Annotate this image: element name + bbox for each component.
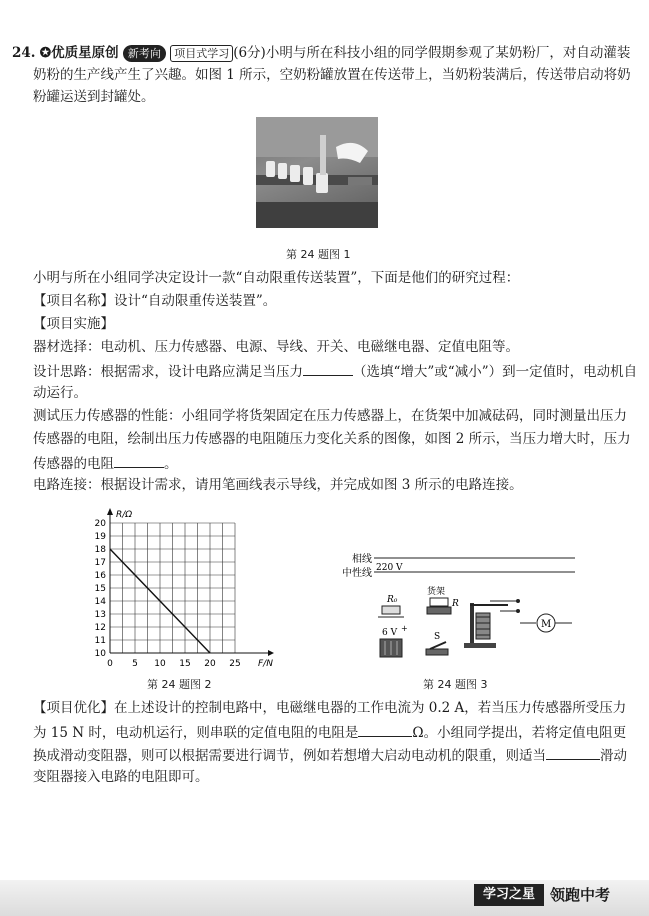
x-tick-label: 15 xyxy=(179,659,191,669)
question-number: 24. xyxy=(12,45,36,61)
neutral-wire-label: 中性线 xyxy=(342,568,372,579)
body-line-1: 小明与所在小组同学决定设计一款“自动限重传送装置”，下面是他们的研究过程： xyxy=(33,270,520,286)
test-line-3: 传感器的电阻 。 xyxy=(33,453,178,473)
shelf-label: 货架 xyxy=(427,587,446,597)
resistance-force-chart xyxy=(90,505,280,670)
answer-blank-2[interactable] xyxy=(114,453,164,468)
y-tick-label: 17 xyxy=(94,558,106,568)
x-tick-label: 10 xyxy=(154,659,166,669)
y-tick-label: 14 xyxy=(94,597,106,607)
x-tick-label: 5 xyxy=(132,659,138,669)
footer-logo: 学习之星 xyxy=(474,884,544,906)
answer-blank-4[interactable] xyxy=(546,745,600,760)
figure2-caption: 第 24 题图 2 xyxy=(147,678,212,691)
x-tick-label: 0 xyxy=(107,659,113,669)
new-trend-tag: 新考向 xyxy=(123,45,166,62)
optimize-line-2: 为 15 N 时，电动机运行，则串联的定值电阻的电阻是 Ω。小组同学提出，若将定值电阻更 xyxy=(33,722,626,742)
y-tick-label: 18 xyxy=(94,545,106,555)
circuit-diagram xyxy=(330,545,580,675)
live-wire-label: 相线 xyxy=(352,554,372,565)
optimize-line-4: 变阻器接入电路的电阻即可。 xyxy=(33,769,209,785)
pressure-sensor xyxy=(427,598,451,614)
test-line-1: 测试压力传感器的性能：小组同学将货架固定在压力传感器上，在货架中加减砝码，同时测量出压力 xyxy=(33,408,627,424)
footer-brand: 领跑中考 xyxy=(550,886,611,904)
battery-label: 6 V xyxy=(382,628,398,638)
circuit-line: 电路连接：根据设计需求，请用笔画线表示导线，并完成如图 3 所示的电路连接。 xyxy=(33,477,523,493)
intro-line-1: (6分)小明与所在科技小组的同学假期参观了某奶粉厂，对自动灌装 xyxy=(233,45,631,61)
factory-conveyor-photo xyxy=(256,117,378,228)
y-tick-label: 20 xyxy=(94,519,106,529)
question-header xyxy=(12,44,630,62)
voltage-label: 220 V xyxy=(376,563,403,573)
x-axis-label: F/N xyxy=(258,659,273,669)
switch-label: S xyxy=(434,632,441,642)
intro-line-2: 奶粉的生产线产生了兴趣。如图 1 所示，空奶粉罐放置在传送带上，当奶粉装满后，传送带启动将奶 xyxy=(33,67,631,83)
x-tick-label: 25 xyxy=(229,659,241,669)
optimize-line-3: 换成滑动变阻器，则可以根据需要进行调节，例如若想增大启动电动机的限重，则适当 滑动 xyxy=(33,745,627,765)
y-tick-label: 13 xyxy=(94,610,106,620)
switch-icon xyxy=(426,642,448,655)
quality-badge: ✪优质星原创 xyxy=(39,45,119,61)
y-tick-label: 19 xyxy=(94,532,106,542)
electromagnetic-relay xyxy=(464,599,520,648)
x-axis-arrow xyxy=(268,650,274,656)
optimize-line-1: 【项目优化】在上述设计的控制电路中，电磁继电器的工作电流为 0.2 A，若当压力传感器所受压力 xyxy=(33,700,627,716)
answer-blank-3[interactable] xyxy=(358,722,412,737)
fixed-resistor xyxy=(378,606,404,617)
answer-blank-1[interactable] xyxy=(303,361,353,376)
conveyor-illustration xyxy=(256,117,378,228)
test-line-2: 传感器的电阻，绘制出压力传感器的电阻随压力变化关系的图像，如图 2 所示，当压力增大时，压力 xyxy=(33,431,631,447)
y-tick-label: 12 xyxy=(94,623,106,633)
y-axis-label: R/Ω xyxy=(116,510,133,520)
y-tick-label: 16 xyxy=(94,571,106,581)
y-tick-label: 10 xyxy=(94,649,106,659)
battery-icon xyxy=(380,639,402,657)
battery-plus: + xyxy=(401,624,408,633)
project-impl-heading: 【项目实施】 xyxy=(33,316,114,332)
y-tick-label: 15 xyxy=(94,584,106,594)
motor-label: M xyxy=(541,619,552,630)
project-learning-tag: 项目式学习 xyxy=(170,45,233,62)
figure3-caption: 第 24 题图 3 xyxy=(423,678,488,691)
figure1-caption: 第 24 题图 1 xyxy=(286,248,351,261)
y-axis-arrow xyxy=(107,508,113,515)
intro-line-3: 粉罐运送到封罐处。 xyxy=(33,89,155,105)
x-tick-label: 20 xyxy=(204,659,216,669)
project-name-line: 【项目名称】设计“自动限重传送装置”。 xyxy=(33,293,277,309)
design-idea-line-2: 动运行。 xyxy=(33,385,87,401)
equipment-line: 器材选择：电动机、压力传感器、电源、导线、开关、电磁继电器、定值电阻等。 xyxy=(33,339,519,355)
design-idea-line: 设计思路：根据需求，设计电路应满足当压力 （选填“增大”或“减小”）到一定值时，电动机自 xyxy=(33,361,637,381)
r0-label: R₀ xyxy=(387,595,398,605)
y-tick-label: 11 xyxy=(94,636,106,646)
sensor-label: R xyxy=(452,599,459,609)
medal-icon: ✪ xyxy=(39,45,52,61)
